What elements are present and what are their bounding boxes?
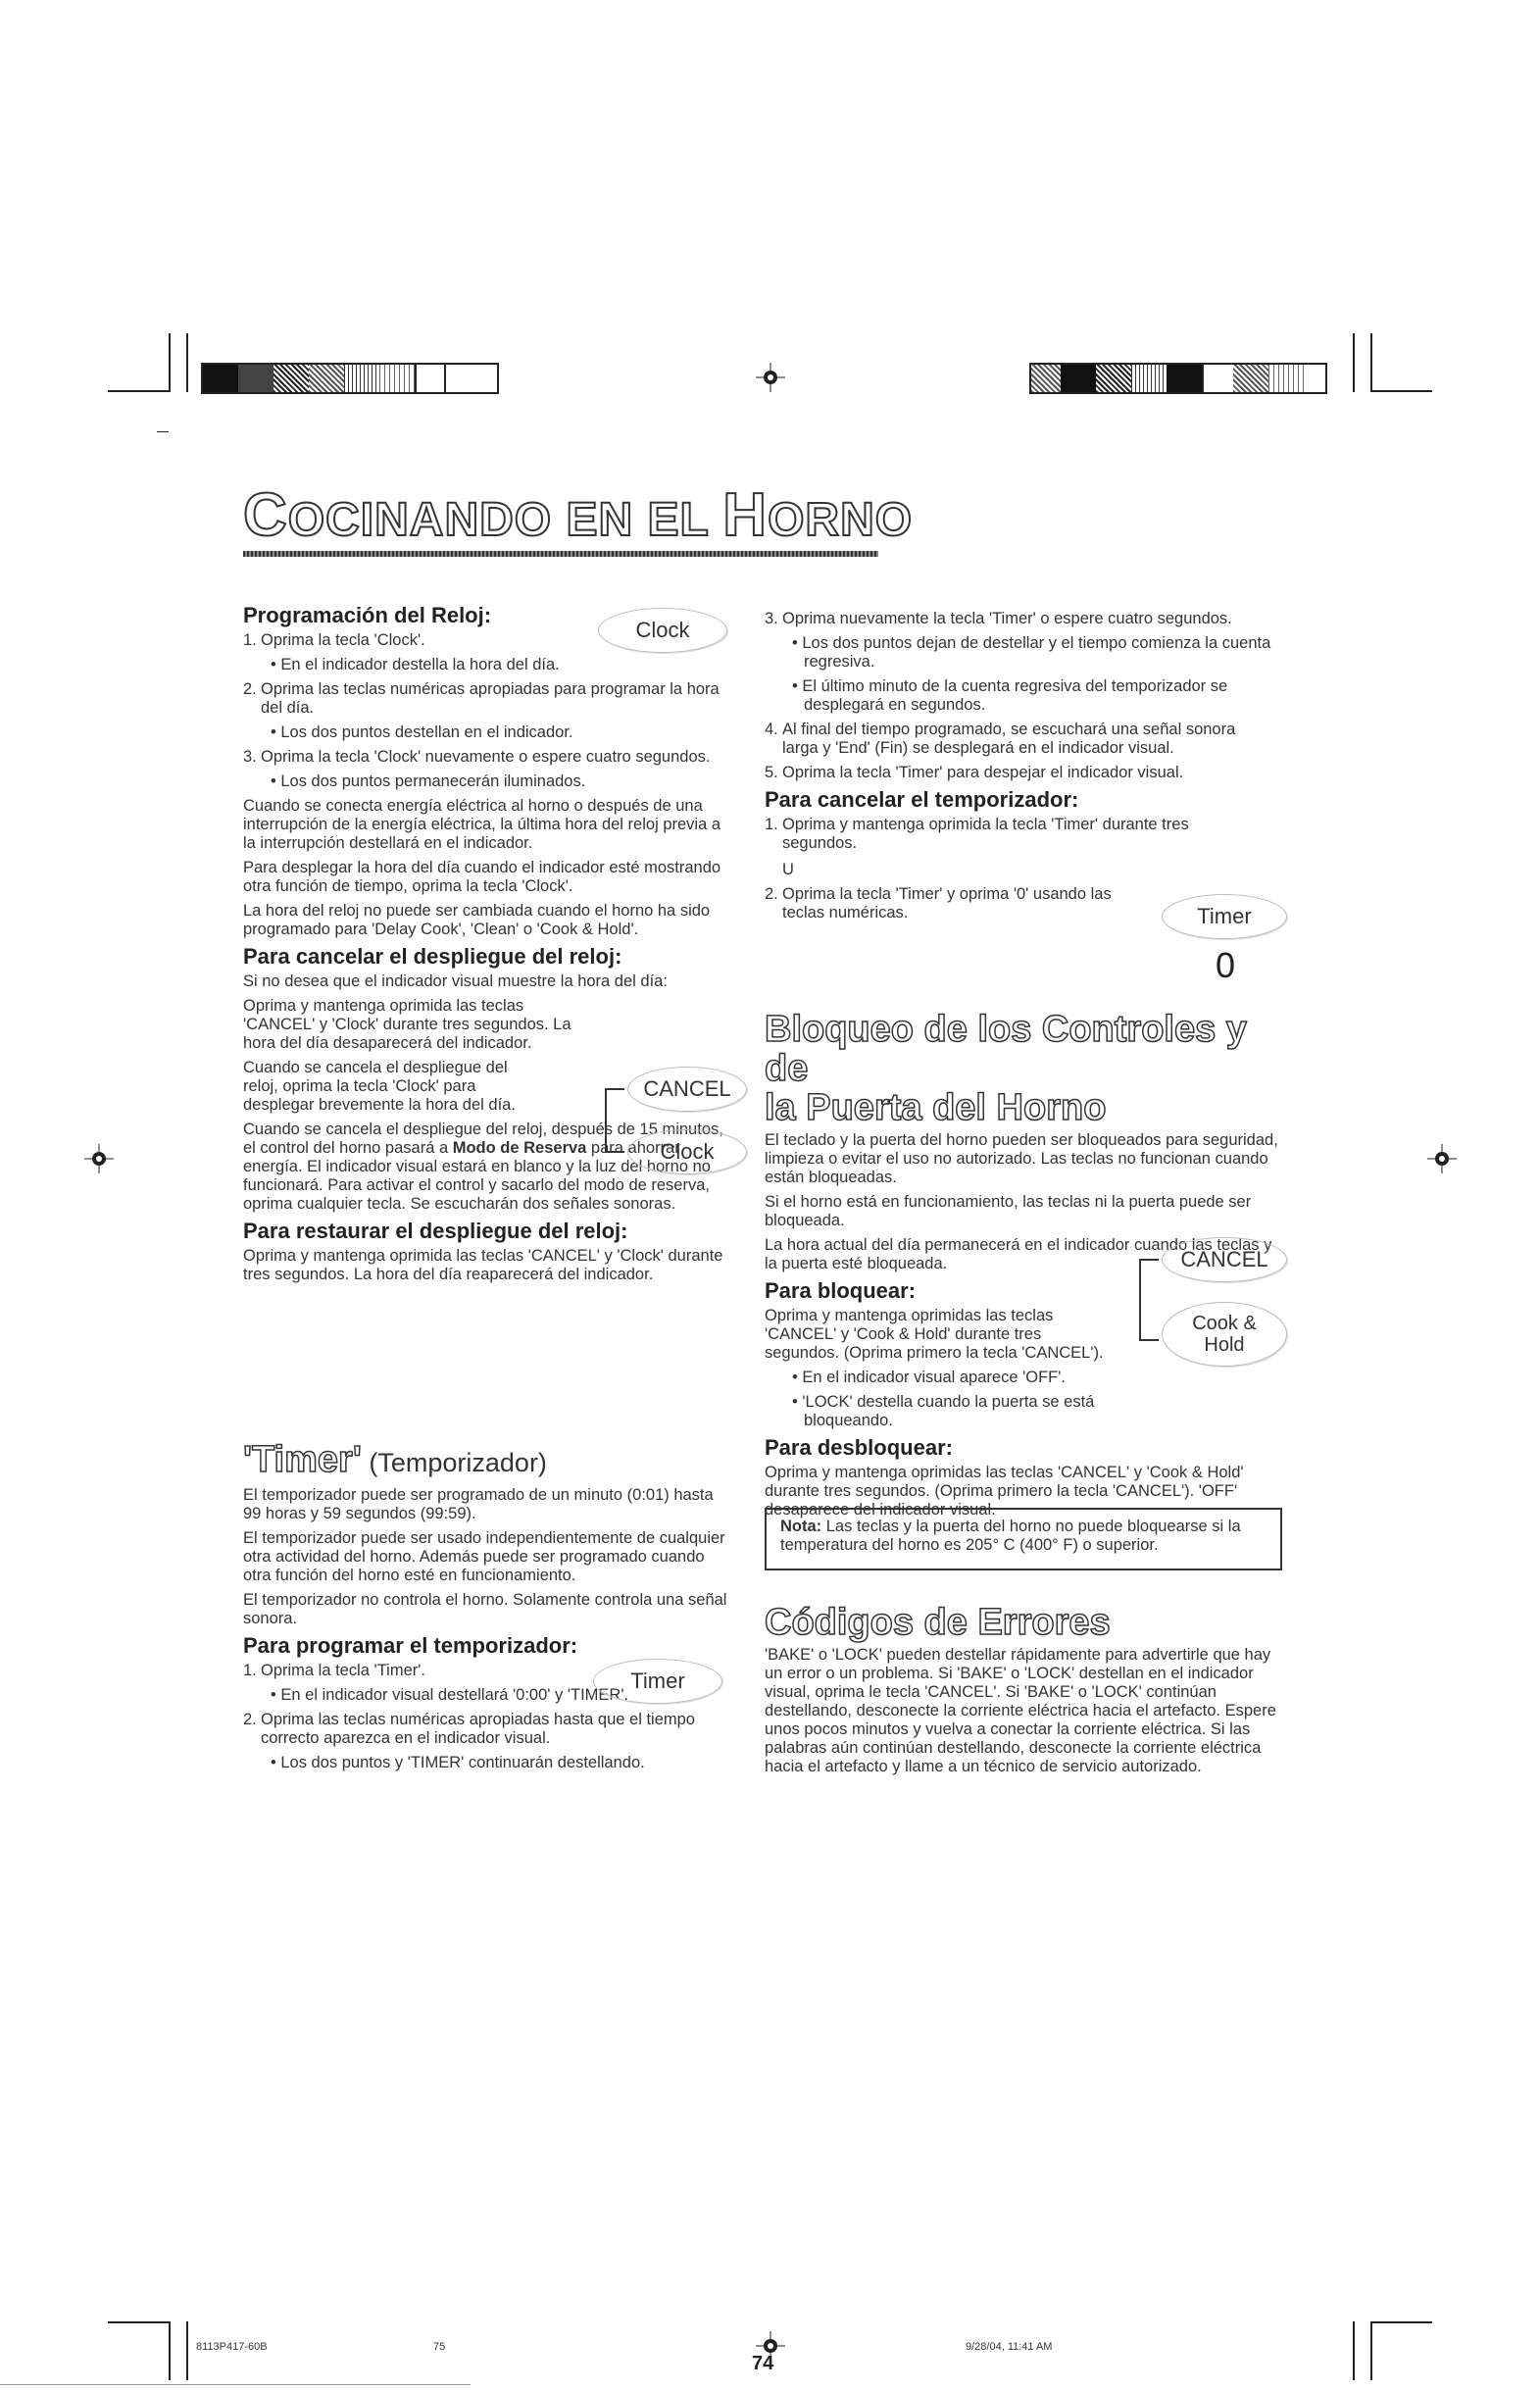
footer-page: 75	[433, 2341, 446, 2353]
crop-mark	[186, 2321, 188, 2380]
section-heading: Para restaurar el despliegue del reloj:	[243, 1219, 628, 1243]
clock-key: Clock	[627, 1129, 747, 1174]
crop-mark	[108, 390, 170, 392]
key-bracket	[605, 1088, 624, 1153]
clock-key: Clock	[598, 608, 727, 653]
crop-mark	[1370, 2321, 1372, 2380]
left-column-timer: El temporizador puede ser programado de un minuto (0:01) hasta 99 horas y 59 segundos (99:59). El temporizador puede ser usado independientemente de cualquier otra actividad del horno. Además puede ser programado cuando otra función del horno esté en funcionamiento. El temporizador no controla el horno. Solamente controla una señal sonora. Para programar el temporizador: 1. Oprima la tecla 'Timer'. • En el indicador visual destellará '0:00' y 'TIMER'. 2. Oprima las teclas numéricas apropiadas hasta que el tiempo correcto aparezca en el indicador visual. • Los dos puntos y 'TIMER' continuarán destellando.	[243, 1486, 733, 1778]
registration-target-icon	[1427, 1144, 1457, 1173]
crop-mark	[1370, 390, 1432, 392]
timer-key: Timer	[593, 1659, 722, 1704]
crop-mark	[186, 333, 188, 392]
crop-mark	[1353, 333, 1355, 392]
section-title: Códigos de Errores	[765, 1602, 1111, 1643]
page-title: COCINANDO EN EL HORNO	[243, 481, 914, 549]
color-registration-bar-right	[1029, 363, 1327, 394]
error-section: Códigos de Errores 'BAKE' o 'LOCK' pueden destellar rápidamente para advertirle que hay un error o un problema. Si 'BAKE' o 'LOCK' destellan en el indicador visual, oprima le tecla 'CANCEL'. Si 'BAKE' o 'LOCK' continúan destellando, desconecte la corriente eléctrica hacia el artefacto. Espere unos pocos minutos y vuelva a conectar la corriente eléctrica. Si las palabras aún continúan destellando, desconecte la corriente eléctrica hacia el artefacto y llame a un técnico de servicio autorizado.	[765, 1603, 1284, 1782]
crop-mark	[1370, 333, 1372, 392]
page-number: 74	[752, 2353, 774, 2374]
cook-hold-key: Cook & Hold	[1162, 1302, 1287, 1367]
footer-code: 8113P417-60B	[196, 2341, 268, 2353]
key-bracket	[1139, 1259, 1159, 1341]
right-column: 3. Oprima nuevamente la tecla 'Timer' o espere cuatro segundos. • Los dos puntos dejan de destellar y el tiempo comienza la cuenta regresiva. • El último minuto de la cuenta regresiva del temporizador se desplegará en segundos. 4. Al final del tiempo programado, se escuchará una señal sonora larga y 'End' (Fin) se desplegará en el indicador visual. 5. Oprima la tecla 'Timer' para despejar el indicador visual. Para cancelar el temporizador: 1. Oprima y mantenga oprimida la tecla 'Timer' durante tres segundos. U 2. Oprima la tecla 'Timer' y oprima '0' usando las teclas numéricas.	[765, 610, 1284, 928]
registration-target-icon	[84, 1144, 114, 1173]
section-title: Bloqueo de los Controles y de	[765, 1009, 1247, 1089]
title-rule	[243, 551, 878, 557]
section-heading: Para programar el temporizador:	[243, 1633, 578, 1658]
timer-key: Timer	[1162, 894, 1287, 939]
crop-mark	[0, 2384, 471, 2385]
color-registration-bar-left	[201, 363, 499, 394]
registration-target-icon	[756, 2331, 785, 2361]
section-heading: Para cancelar el despliegue del reloj:	[243, 944, 622, 969]
cancel-key: CANCEL	[1162, 1237, 1287, 1282]
crop-mark	[169, 2321, 171, 2380]
section-heading: Programación del Reloj:	[243, 603, 492, 627]
crop-mark	[108, 2321, 170, 2323]
crop-mark	[1353, 2321, 1355, 2380]
registration-target-icon	[756, 363, 785, 392]
timer-heading: 'Timer' (Temporizador)	[243, 1439, 547, 1480]
crop-mark	[157, 431, 169, 432]
section-heading: Para bloquear:	[765, 1278, 917, 1303]
section-title: la Puerta del Horno	[765, 1087, 1107, 1128]
crop-mark	[169, 333, 171, 392]
zero-key: 0	[1216, 945, 1236, 985]
left-column: Programación del Reloj: 1. Oprima la tecla 'Clock'. • En el indicador destella la hora del día. 2. Oprima las teclas numéricas apropiadas para programar la hora del día. • Los dos puntos destellan en el indicador. 3. Oprima la tecla 'Clock' nuevamente o espere cuatro segundos. • Los dos puntos permanecerán iluminados. Cuando se conecta energía eléctrica al horno o después de una interrupción de la energía eléctrica, la última hora del reloj previa a la interrupción destellará en el indicador. Para desplegar la hora del día cuando el indicador esté mostrando otra función de tiempo, oprima la tecla 'Clock'. La hora del reloj no puede ser cambiada cuando el horno ha sido programado para 'Delay Cook', 'Clean' o 'Cook & Hold'. Para cancelar el despliegue del reloj: Si no desea que el indicador visual muestre la hora del día: Oprima y mantenga oprimida las teclas 'CANCEL' y 'Clock' durante tres segundos. La hora del día desaparecerá del indicador. Cuando se cancela el despliegue del reloj, oprima la tecla 'Clock' para desplegar brevemente la hora del día. Cuando se cancela el despliegue del reloj, después de 15 minutos, el control del horno pasará a Modo de Reserva para ahorrar energía. El indicador visual estará en blanco y la luz del horno no funcionará. Para activar el control y sacarlo del modo de reserva, oprima cualquier tecla. Se escucharán dos señales sonoras. Para restaurar el despliegue del reloj: Oprima y mantenga oprimida las teclas 'CANCEL' y 'Clock' durante tres segundos. La hora del día reaparecerá del indicador.	[243, 600, 733, 1290]
footer-date: 9/28/04, 11:41 AM	[966, 2341, 1053, 2353]
cancel-key: CANCEL	[627, 1067, 747, 1112]
section-heading: Para desbloquear:	[765, 1435, 953, 1460]
section-heading: Para cancelar el temporizador:	[765, 787, 1079, 812]
crop-mark	[1370, 2321, 1432, 2323]
lock-section: Bloqueo de los Controles y de la Puerta del Horno El teclado y la puerta del horno pueden ser bloqueados para seguridad, limpieza o evitar el uso no autorizado. Las teclas no funcionan cuando están bloqueadas. Si el horno está en funcionamiento, las teclas ni la puerta puede ser bloqueada. La hora actual del día permanecerá en el indicador cuando las teclas y la puerta esté bloqueada. Para bloquear: Oprima y mantenga oprimidas las teclas 'CANCEL' y 'Cook & Hold' durante tres segundos. (Oprima primero la tecla 'CANCEL'). • En el indicador visual aparece 'OFF'. • 'LOCK' destella cuando la puerta se está bloqueando. Para desbloquear: Oprima y mantenga oprimidas las teclas 'CANCEL' y 'Cook & Hold' durante tres segundos. (Oprima primero la tecla 'CANCEL'). 'OFF' desaparece del indicador visual.	[765, 1010, 1284, 1525]
note-box: Nota: Las teclas y la puerta del horno no puede bloquearse si la temperatura del horno es 205° C (400° F) o superior.	[765, 1508, 1282, 1570]
